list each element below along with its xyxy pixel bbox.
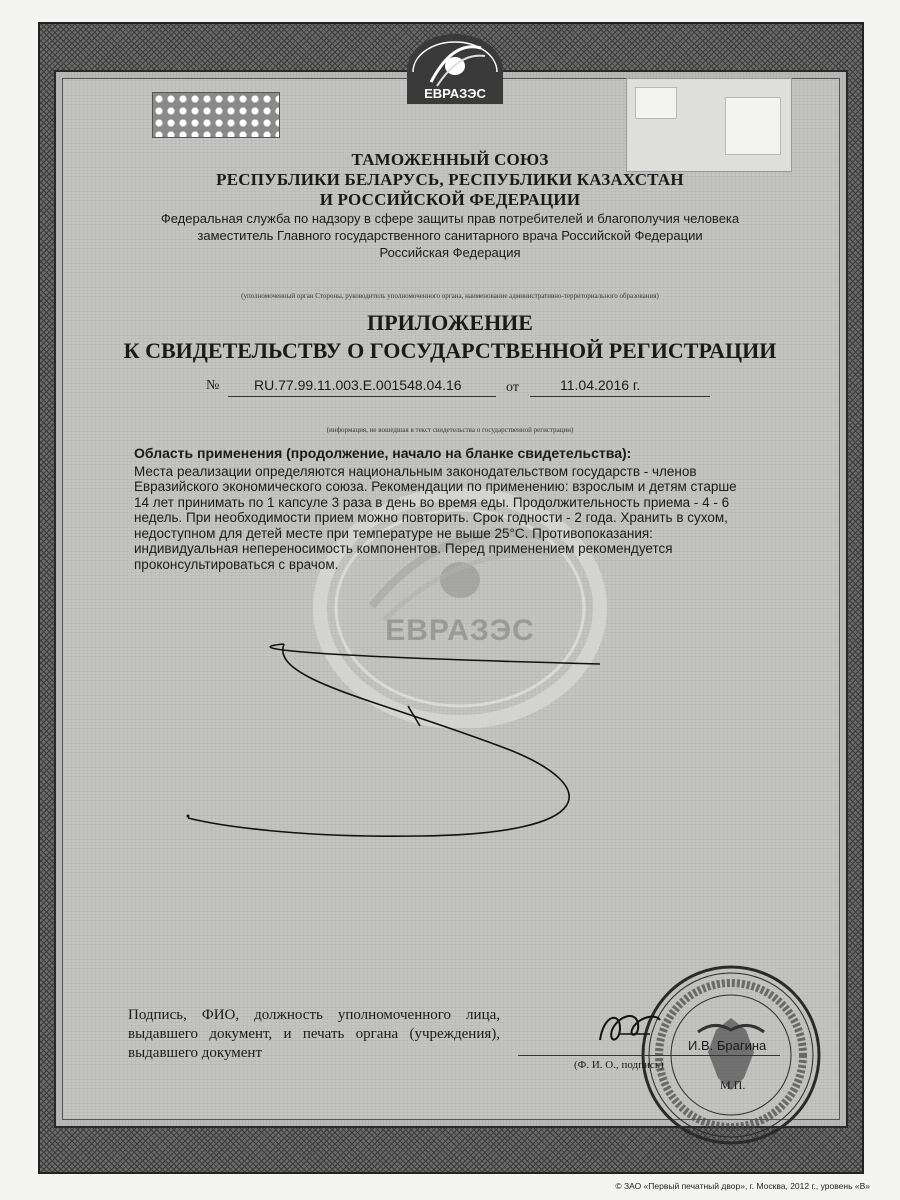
header-line-2: РЕСПУБЛИКИ БЕЛАРУСЬ, РЕСПУБЛИКИ КАЗАХСТАН [216, 170, 684, 189]
authority-line-1: Федеральная служба по надзору в сфере защиты прав потребителей и благополучия человека [160, 211, 740, 226]
number-label: № [206, 378, 220, 393]
printer-imprint: © ЗАО «Первый печатный двор», г. Москва, 2012 г., уровень «В» [615, 1181, 870, 1191]
title-line-2: К СВИДЕТЕЛЬСТВУ О ГОСУДАРСТВЕННОЙ РЕГИСТРАЦИИ [123, 338, 777, 363]
signature-description: Подпись, ФИО, должность уполномоченного лица, выдавшего документ, и печать органа (учреждения), выдавшего документ [128, 1007, 500, 1061]
signatory-name: И.В. Брагина [688, 1038, 767, 1053]
scope-section [134, 446, 782, 572]
date-label: от [506, 380, 519, 395]
scope-line: недель. При необходимости прием можно повторить. Срок годности - 2 года. Хранить в сухом, [134, 510, 728, 525]
document-header [0, 150, 900, 261]
registration-row [0, 376, 900, 400]
scope-line: Места реализации определяются национальным законодательством государств - членов [134, 463, 697, 479]
handwritten-signature [590, 1004, 670, 1054]
stamp-placeholder: М.П. [720, 1078, 746, 1092]
header-line-1: ТАМОЖЕННЫЙ СОЮЗ [351, 150, 549, 169]
scope-line: недоступном для детей месте при температуре не выше 25°С. Противопоказания: [134, 525, 653, 541]
scope-line: Евразийского экономического союза. Рекомендации по применению: взрослым и детям старше [134, 479, 737, 494]
title-line-1: ПРИЛОЖЕНИЕ [367, 310, 533, 335]
scope-line: индивидуальная непереносимость компонентов. Перед применением рекомендуется [134, 541, 673, 556]
cancellation-stroke [180, 630, 620, 850]
registration-caption: (информация, не вошедшая в текст свидетельства о государственной регистрации) [326, 426, 574, 434]
hologram-patch [152, 92, 280, 138]
emblem-label: ЕВРАЗЭС [424, 86, 486, 101]
watermark-label: ЕВРАЗЭС [385, 614, 535, 647]
authority-caption: (уполномоченный орган Стороны, руководитель уполномоченного органа, наименование административно-территориального образования) [241, 292, 659, 300]
registration-number: RU.77.99.11.003.E.001548.04.16 [254, 377, 462, 393]
header-line-3: И РОССИЙСКОЙ ФЕДЕРАЦИИ [319, 190, 581, 209]
signature-line [518, 1055, 780, 1056]
scope-line: проконсультироваться с врачом. [134, 556, 339, 572]
fio-caption: (Ф. И. О., подпись) [574, 1059, 664, 1071]
scope-heading: Область применения (продолжение, начало на бланке свидетельства): [134, 445, 632, 461]
registration-date: 11.04.2016 г. [560, 377, 641, 393]
authority-line-2: заместитель Главного государственного санитарного врача Российской Федерации [197, 228, 703, 243]
scope-line: 14 лет принимать по 1 капсуле 3 раза в день во время еды. Продолжительность приема - 4 - 6 [134, 494, 730, 510]
authority-line-3: Российская Федерация [379, 245, 521, 260]
eurasec-emblem [403, 30, 507, 106]
